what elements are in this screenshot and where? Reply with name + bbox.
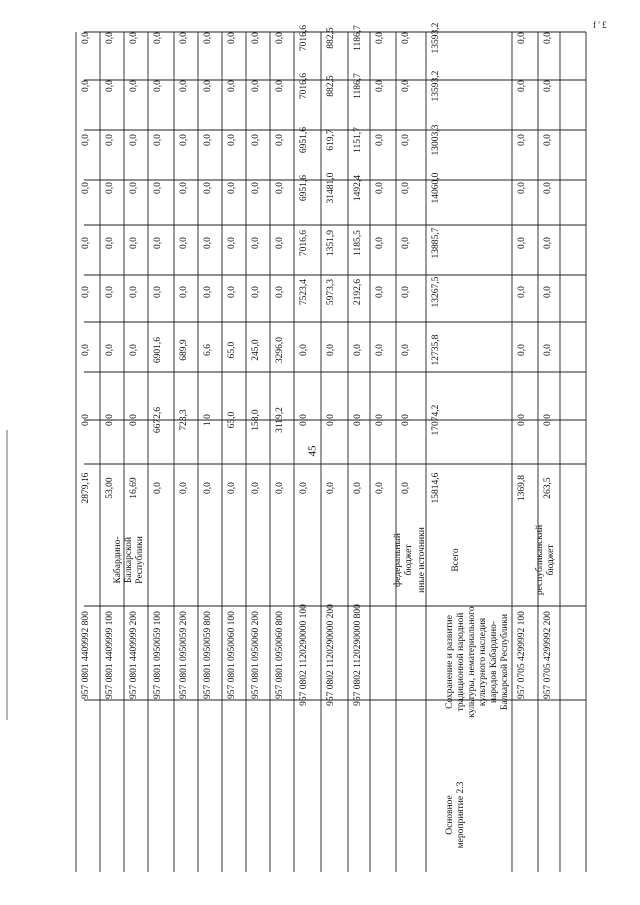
table-cell-value: 1186,7 xyxy=(353,25,363,51)
table-cell-value: 0,0 xyxy=(105,344,115,356)
table-cell-value: 0,0 xyxy=(179,482,189,494)
budget-code: 957 0801 4409992 800 xyxy=(81,611,91,699)
table-cell-value: 0,0 xyxy=(543,237,553,249)
table-cell-value: 245,0 xyxy=(251,339,261,361)
table-cell-value: 263,5 xyxy=(543,477,553,499)
table-cell-value: 0,0 xyxy=(275,482,285,494)
table-cell-value: 13593,2 xyxy=(431,22,441,54)
table-cell-value: 0,0 xyxy=(401,344,411,356)
table-cell-value: 0,0 xyxy=(299,482,309,494)
table-cell-value: 0,0 xyxy=(517,32,527,44)
budget-code: 957 0801 0950059 100 xyxy=(153,611,163,699)
table-cell-value: 6901,6 xyxy=(153,336,163,364)
table-cell-value: 0,0 xyxy=(153,80,163,92)
table-cell-value: 0,0 xyxy=(179,182,189,194)
table-cell-value: 0,0 xyxy=(129,286,139,298)
table-cell-value: 2879,16 xyxy=(81,472,91,504)
budget-code: 957 0802 1120290000 200 xyxy=(326,604,336,706)
table-cell-value: 13593,2 xyxy=(431,70,441,102)
table-cell-value: 0,0 xyxy=(227,182,237,194)
budget-code: 957 0801 4409999 100 xyxy=(105,611,115,699)
budget-code: 957 0801 4409999 200 xyxy=(129,611,139,699)
table-cell-value: 0,0 xyxy=(517,414,527,426)
table-cell-value: 0,0 xyxy=(203,134,213,146)
activity-description: культуры, нематериального xyxy=(467,606,477,718)
table-cell-value: 0,0 xyxy=(203,80,213,92)
activity-description: народов Кабардино- xyxy=(489,621,499,703)
table-cell-value: 0,0 xyxy=(179,32,189,44)
activity-label: мероприятие 2.3 xyxy=(456,781,466,849)
table-cell-value: 0,0 xyxy=(543,80,553,92)
table-cell-value: 31481,0 xyxy=(326,172,336,204)
table-cell-value: 0,0 xyxy=(129,80,139,92)
table-cell-value: 0,0 xyxy=(375,482,385,494)
funding-source-label: Всего xyxy=(451,548,461,572)
table-cell-value: 0,0 xyxy=(227,237,237,249)
table-cell-value: 3119,2 xyxy=(275,407,285,433)
table-cell-value: 0,0 xyxy=(179,134,189,146)
page-number: 45 xyxy=(306,445,319,457)
table-cell-value: 0,0 xyxy=(81,414,91,426)
table-cell-value: 0,0 xyxy=(375,237,385,249)
table-cell-value: 0,0 xyxy=(153,134,163,146)
table-cell-value: 0,0 xyxy=(179,237,189,249)
table-cell-value: 0,0 xyxy=(179,286,189,298)
table-cell-value: 0,0 xyxy=(251,286,261,298)
table-cell-value: 0,0 xyxy=(517,344,527,356)
table-cell-value: 0,0 xyxy=(353,414,363,426)
table-cell-value: 882,5 xyxy=(326,27,336,49)
table-cell-value: 0,0 xyxy=(543,414,553,426)
table-cell-value: 16,69 xyxy=(129,477,139,499)
table-cell-value: 1186,7 xyxy=(353,73,363,99)
activity-description: Балкарской Республики xyxy=(500,613,510,711)
table-cell-value: 6672,6 xyxy=(153,406,163,434)
table-cell-value: 65,0 xyxy=(227,411,237,429)
activity-description: Сохранение и развитие xyxy=(445,615,455,709)
table-cell-value: 0,0 xyxy=(179,80,189,92)
budget-code: 957 0802 1120290000 100 xyxy=(299,604,309,706)
table-cell-value: 0,0 xyxy=(203,32,213,44)
activity-label: Основное xyxy=(445,795,455,835)
table-cell-value: 0,0 xyxy=(375,80,385,92)
table-cell-value: 0,0 xyxy=(517,80,527,92)
table-cell-value: 0,0 xyxy=(251,182,261,194)
table-cell-value: 0,0 xyxy=(105,414,115,426)
funding-source-label: Республики xyxy=(135,536,145,584)
table-cell-value: 0,0 xyxy=(517,237,527,249)
table-cell-value: 1351,9 xyxy=(326,229,336,257)
table-cell-value: 0,0 xyxy=(375,182,385,194)
budget-code: 957 0801 0950059 200 xyxy=(179,611,189,699)
funding-source-label: Балкарской xyxy=(124,536,134,584)
table-cell-value: 1369,8 xyxy=(517,474,527,502)
table-cell-value: 7523,4 xyxy=(299,278,309,306)
table-cell-value: 0,0 xyxy=(517,286,527,298)
budget-code: 957 0705 4299992 200 xyxy=(543,611,553,699)
table-cell-value: 12735,8 xyxy=(431,334,441,366)
table-cell-value: 0,0 xyxy=(105,286,115,298)
table-cell-value: 14060,0 xyxy=(431,172,441,204)
table-cell-value: 0,0 xyxy=(105,80,115,92)
table-cell-value: 0,0 xyxy=(203,237,213,249)
table-cell-value: 882,5 xyxy=(326,75,336,97)
table-cell-value: 5973,3 xyxy=(326,278,336,306)
table-cell-value: 0,0 xyxy=(105,182,115,194)
table-cell-value: 0,0 xyxy=(81,237,91,249)
table-cell-value: 0,0 xyxy=(543,182,553,194)
table-cell-value: 0,0 xyxy=(375,32,385,44)
table-cell-value: 0,0 xyxy=(401,286,411,298)
table-cell-value: 0,0 xyxy=(153,482,163,494)
table-cell-value: 1492,4 xyxy=(353,174,363,202)
table-cell-value: 723,3 xyxy=(179,409,189,431)
table-cell-value: 0,0 xyxy=(129,32,139,44)
table-cell-value: 0,0 xyxy=(129,182,139,194)
table-cell-value: 3296,0 xyxy=(275,336,285,364)
table-cell-value: 0,0 xyxy=(81,182,91,194)
table-cell-value: 0,0 xyxy=(543,134,553,146)
table-cell-value: 13267,5 xyxy=(431,276,441,308)
table-cell-value: 0,0 xyxy=(129,414,139,426)
table-cell-value: 0,0 xyxy=(203,182,213,194)
table-cell-value: 0,0 xyxy=(81,286,91,298)
activity-description: традиционной народной xyxy=(456,612,466,712)
table-cell-value: 0,0 xyxy=(517,134,527,146)
table-cell-value: 0,0 xyxy=(326,344,336,356)
table-cell-value: 0,0 xyxy=(81,80,91,92)
table-cell-value: 0,0 xyxy=(275,80,285,92)
activity-description: культурного наследия xyxy=(478,617,488,707)
budget-code: 957 0801 0950060 100 xyxy=(227,611,237,699)
table-cell-value: 0,0 xyxy=(543,344,553,356)
funding-source-label: федеральный xyxy=(393,533,403,587)
table-cell-value: 0,0 xyxy=(227,134,237,146)
table-cell-value: 0,0 xyxy=(275,237,285,249)
table-cell-value: 0,0 xyxy=(251,80,261,92)
table-cell-value: 0,0 xyxy=(543,286,553,298)
table-cell-value: 0,0 xyxy=(275,134,285,146)
table-cell-value: 0,0 xyxy=(326,482,336,494)
table-cell-value: 0,0 xyxy=(375,286,385,298)
table-cell-value: 0,0 xyxy=(251,482,261,494)
table-cell-value: 0,0 xyxy=(401,237,411,249)
table-cell-value: 0,0 xyxy=(227,286,237,298)
table-cell-value: 0,0 xyxy=(401,32,411,44)
table-cell-value: 0,0 xyxy=(203,482,213,494)
funding-source-label: республиканский xyxy=(535,524,545,596)
table-cell-value: 1151,7 xyxy=(353,127,363,153)
table-cell-value: 0,0 xyxy=(129,344,139,356)
table-cell-value: 0,0 xyxy=(401,482,411,494)
table-cell-value: 53,00 xyxy=(105,477,115,499)
table-cell-value: 0,0 xyxy=(153,182,163,194)
table-cell-value: 0,0 xyxy=(375,134,385,146)
table-cell-value: 0,0 xyxy=(227,80,237,92)
table-cell-value: 17074,2 xyxy=(431,404,441,436)
table-cell-value: 2192,6 xyxy=(353,278,363,306)
table-cell-value: 0,0 xyxy=(401,80,411,92)
table-cell-value: 0,0 xyxy=(251,32,261,44)
table-cell-value: 0,0 xyxy=(401,134,411,146)
table-cell-value: 6951,6 xyxy=(299,126,309,154)
table-cell-value: 0,0 xyxy=(275,182,285,194)
table-cell-value: 7016,6 xyxy=(299,72,309,100)
table-cell-value: 6,6 xyxy=(203,344,213,356)
table-cell-value: 6951,6 xyxy=(299,174,309,202)
table-cell-value: 0,0 xyxy=(81,134,91,146)
table-cell-value: 0,0 xyxy=(129,237,139,249)
table-cell-value: 0,0 xyxy=(375,344,385,356)
table-cell-value: 1,0 xyxy=(203,414,213,426)
table-cell-value: 0,0 xyxy=(153,286,163,298)
table-cell-value: 0,0 xyxy=(353,482,363,494)
budget-code: 957 0705 4299992 100 xyxy=(517,611,527,699)
table-cell-value: 0,0 xyxy=(203,286,213,298)
table-cell-value: 0,0 xyxy=(326,414,336,426)
funding-source-label: бюджет xyxy=(404,544,414,576)
table-cell-value: 7016,6 xyxy=(299,24,309,52)
table-cell-value: 0,0 xyxy=(299,344,309,356)
table-cell-value: 0,0 xyxy=(105,134,115,146)
funding-source-label: бюджет xyxy=(546,544,556,576)
table-cell-value: 13885,7 xyxy=(431,227,441,259)
table-cell-value: 0,0 xyxy=(353,344,363,356)
table-cell-value: 689,9 xyxy=(179,339,189,361)
table-cell-value: 0,0 xyxy=(81,344,91,356)
table-cell-value: 0,0 xyxy=(401,414,411,426)
table-cell-value: 0,0 xyxy=(517,182,527,194)
budget-code: 957 0801 0950060 800 xyxy=(275,611,285,699)
table-cell-value: 0,0 xyxy=(153,237,163,249)
table-cell-value: 0,0 xyxy=(275,286,285,298)
budget-code: 957 0801 0950060 200 xyxy=(251,611,261,699)
table-cell-value: 0,0 xyxy=(251,134,261,146)
budget-code: 957 0801 0950059 800 xyxy=(203,611,213,699)
funding-source-label: иные источники xyxy=(417,527,427,593)
table-cell-value: 0,0 xyxy=(153,32,163,44)
table-cell-value: 7016,6 xyxy=(299,229,309,257)
table-cell-value: 1185,5 xyxy=(353,230,363,256)
table-cell-value: 0,0 xyxy=(129,134,139,146)
table-cell-value: 0,0 xyxy=(227,32,237,44)
table-cell-value: 15814,6 xyxy=(431,472,441,504)
table-cell-value: 0,0 xyxy=(105,237,115,249)
scan-marks: f ' £ xyxy=(593,20,607,30)
table-cell-value: 0,0 xyxy=(105,32,115,44)
table-cell-value: 0,0 xyxy=(227,482,237,494)
funding-source-label: Кабардино- xyxy=(113,536,123,584)
table-cell-value: 65,0 xyxy=(227,341,237,359)
table-cell-value: 0,0 xyxy=(251,237,261,249)
table-cell-value: 13003,3 xyxy=(431,124,441,156)
table-cell-value: 619,7 xyxy=(326,129,336,151)
budget-code: 957 0802 1120290000 800 xyxy=(353,604,363,706)
table-cell-value: 158,0 xyxy=(251,409,261,431)
table-cell-value: 0,0 xyxy=(401,182,411,194)
table-cell-value: 0,0 xyxy=(275,32,285,44)
table-cell-value: 0,0 xyxy=(543,32,553,44)
table-cell-value: 0,0 xyxy=(81,32,91,44)
table-cell-value: 0,0 xyxy=(375,414,385,426)
table-cell-value: 0,0 xyxy=(299,414,309,426)
